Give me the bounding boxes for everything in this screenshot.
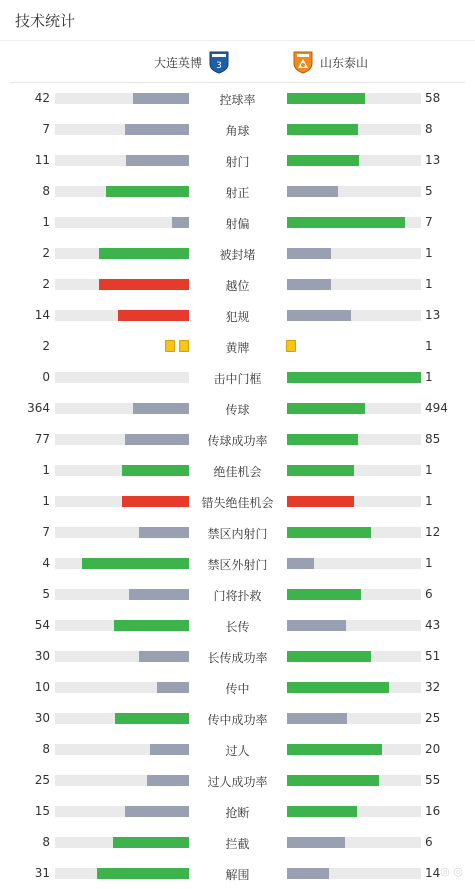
stat-label: 禁区内射门 [207,527,268,541]
home-value: 364 [27,401,50,415]
home-value: 7 [42,525,50,539]
home-value: 4 [42,556,50,570]
home-bar-fill [106,186,189,197]
home-bar-track [55,465,189,476]
stat-row [0,796,475,827]
away-value: 8 [425,122,433,136]
home-bar-track [55,186,189,197]
home-value: 31 [34,866,50,880]
home-bar-fill [126,155,189,166]
home-value: 15 [34,804,50,818]
away-value: 20 [425,742,441,756]
home-bar-track [55,372,189,383]
away-bar-track [287,93,421,104]
home-value: 25 [34,773,50,787]
home-value: 30 [34,711,50,725]
stat-label: 犯规 [225,310,250,324]
stat-label: 过人成功率 [207,775,268,789]
home-value: 1 [42,215,50,229]
home-value: 8 [42,742,50,756]
yellow-card-icon [286,340,296,352]
home-bar-track [55,217,189,228]
away-team-name: 山东泰山 [320,55,369,70]
stat-row [0,114,475,145]
away-value: 51 [425,649,441,663]
away-bar-fill [287,217,405,228]
away-bar-fill [287,806,357,817]
away-bar-track [287,558,421,569]
home-bar-track [55,155,189,166]
away-bar-fill [287,186,338,197]
stat-row [0,207,475,238]
home-value: 1 [42,463,50,477]
away-team-crest-icon [292,50,314,74]
home-bar-fill [97,868,189,879]
yellow-card-icon [179,340,189,352]
home-bar-track [55,744,189,755]
away-value: 6 [425,587,433,601]
home-bar-fill [99,248,189,259]
stat-row [0,331,475,362]
stat-row [0,858,475,889]
stat-row [0,455,475,486]
stat-row [0,548,475,579]
home-bar-track [55,589,189,600]
away-bar-fill [287,403,365,414]
home-value: 54 [34,618,50,632]
away-bar-fill [287,775,379,786]
away-bar-track [287,248,421,259]
away-value: 12 [425,525,441,539]
stat-label: 传球 [225,403,250,417]
home-value: 14 [34,308,50,322]
home-bar-fill [125,434,189,445]
away-bar-track [287,775,421,786]
home-bar-track [55,434,189,445]
stat-label: 禁区外射门 [207,558,268,572]
away-value: 1 [425,246,433,260]
away-bar-fill [287,558,314,569]
stat-row [0,238,475,269]
away-value: 16 [425,804,441,818]
home-bar-fill [118,310,189,321]
away-bar-track [287,651,421,662]
home-bar-track [55,651,189,662]
home-bar-fill [82,558,189,569]
away-bar-fill [287,682,389,693]
away-cards [286,340,296,352]
home-value: 2 [42,277,50,291]
stat-row [0,827,475,858]
away-value: 85 [425,432,441,446]
stat-row [0,672,475,703]
away-value: 55 [425,773,441,787]
away-bar-fill [287,124,358,135]
away-bar-fill [287,651,371,662]
home-bar-track [55,775,189,786]
home-cards [165,340,189,352]
away-bar-track [287,124,421,135]
stat-label: 击中门框 [213,372,262,386]
away-value: 13 [425,153,441,167]
away-value: 5 [425,184,433,198]
home-bar-fill [125,124,189,135]
away-bar-fill [287,620,346,631]
header [0,0,475,41]
away-bar-fill [287,434,358,445]
away-value: 1 [425,463,433,477]
away-bar-track [287,434,421,445]
home-value: 11 [34,153,50,167]
home-value: 0 [42,370,50,384]
stat-row [0,424,475,455]
away-bar-track [287,589,421,600]
away-bar-track [287,217,421,228]
away-bar-fill [287,589,361,600]
away-value: 58 [425,91,441,105]
home-bar-fill [99,279,189,290]
home-team-crest-icon [208,50,230,74]
home-bar-fill [122,465,189,476]
home-value: 10 [34,680,50,694]
home-bar-fill [122,496,189,507]
stat-row [0,734,475,765]
stat-label: 传中成功率 [207,713,268,727]
home-value: 42 [34,91,50,105]
away-bar-track [287,837,421,848]
away-value: 6 [425,835,433,849]
away-bar-fill [287,372,421,383]
home-team[interactable] [154,50,230,74]
home-bar-track [55,527,189,538]
home-value: 2 [42,246,50,260]
home-bar-fill [114,620,189,631]
away-value: 1 [425,339,433,353]
home-bar-track [55,837,189,848]
home-bar-track [55,279,189,290]
away-bar-track [287,806,421,817]
watermark-icon: ◎ ◎ [440,865,463,878]
stat-label: 错失绝佳机会 [201,496,274,510]
stat-row [0,641,475,672]
stat-label: 拦截 [225,837,250,851]
away-bar-track [287,496,421,507]
away-bar-fill [287,279,331,290]
home-value: 5 [42,587,50,601]
home-value: 2 [42,339,50,353]
away-bar-fill [287,527,371,538]
home-bar-fill [157,682,189,693]
stat-label: 射门 [225,155,250,169]
away-bar-track [287,186,421,197]
home-bar-fill [133,93,189,104]
away-value: 32 [425,680,441,694]
stat-row [0,765,475,796]
away-bar-track [287,682,421,693]
home-bar-track [55,124,189,135]
away-bar-track [287,279,421,290]
away-bar-track [287,620,421,631]
stat-row [0,176,475,207]
away-bar-track [287,713,421,724]
away-value: 25 [425,711,441,725]
svg-text:3: 3 [216,61,222,71]
away-value: 43 [425,618,441,632]
stat-label: 解围 [225,868,250,882]
away-bar-fill [287,713,347,724]
stat-label: 长传 [225,620,250,634]
page-title: 技术统计 [15,12,76,30]
home-bar-track [55,868,189,879]
home-bar-track [55,558,189,569]
away-value: 1 [425,556,433,570]
home-bar-fill [133,403,189,414]
away-bar-track [287,744,421,755]
home-bar-fill [125,806,189,817]
home-bar-fill [113,837,189,848]
stat-row [0,145,475,176]
stat-row [0,703,475,734]
away-bar-fill [287,310,351,321]
away-bar-track [287,465,421,476]
home-bar-track [55,310,189,321]
stat-label: 角球 [225,124,250,138]
stat-row [0,269,475,300]
stat-row [0,300,475,331]
stat-row [0,517,475,548]
away-bar-track [287,527,421,538]
stat-row [0,362,475,393]
away-bar-track [287,155,421,166]
home-bar-fill [129,589,189,600]
home-bar-track [55,496,189,507]
stat-row [0,83,475,114]
home-bar-fill [139,651,189,662]
away-value: 14 [425,866,441,880]
away-bar-fill [287,496,354,507]
home-value: 8 [42,184,50,198]
stat-label: 越位 [225,279,250,293]
home-team-name: 大连英博 [153,55,202,70]
home-bar-fill [172,217,189,228]
away-value: 1 [425,494,433,508]
away-value: 1 [425,370,433,384]
home-bar-fill [150,744,189,755]
stat-label: 传球成功率 [207,434,268,448]
home-bar-track [55,248,189,259]
away-bar-fill [287,465,354,476]
away-bar-fill [287,155,359,166]
stat-row [0,486,475,517]
home-bar-track [55,620,189,631]
home-value: 30 [34,649,50,663]
home-bar-track [55,806,189,817]
stat-label: 门将扑救 [213,589,262,603]
stat-label: 抢断 [225,806,250,820]
home-value: 77 [34,432,50,446]
stat-row [0,610,475,641]
stat-label: 传中 [225,682,250,696]
teams-header [10,41,465,83]
away-bar-fill [287,837,345,848]
away-bar-track [287,403,421,414]
stats-list [0,83,475,889]
home-bar-fill [139,527,189,538]
away-value: 1 [425,277,433,291]
away-bar-track [287,310,421,321]
away-value: 13 [425,308,441,322]
away-value: 7 [425,215,433,229]
away-bar-fill [287,93,365,104]
home-bar-track [55,682,189,693]
stat-label: 被封堵 [219,248,256,262]
yellow-card-icon [165,340,175,352]
stat-row [0,579,475,610]
stat-label: 绝佳机会 [213,465,262,479]
away-bar-fill [287,248,331,259]
stat-label: 黄牌 [225,341,250,355]
home-bar-track [55,93,189,104]
away-value: 494 [425,401,448,415]
away-bar-track [287,868,421,879]
home-bar-track [55,403,189,414]
home-bar-fill [115,713,189,724]
home-bar-fill [147,775,189,786]
away-bar-track [287,372,421,383]
stat-label: 射偏 [225,217,250,231]
stat-row [0,393,475,424]
stat-label: 控球率 [219,93,256,107]
away-team[interactable] [292,50,368,74]
stat-label: 长传成功率 [207,651,268,665]
stat-label: 过人 [225,744,250,758]
home-value: 1 [42,494,50,508]
home-value: 7 [42,122,50,136]
away-bar-fill [287,868,329,879]
home-bar-track [55,713,189,724]
home-value: 8 [42,835,50,849]
stat-label: 射正 [225,186,250,200]
away-bar-fill [287,744,382,755]
